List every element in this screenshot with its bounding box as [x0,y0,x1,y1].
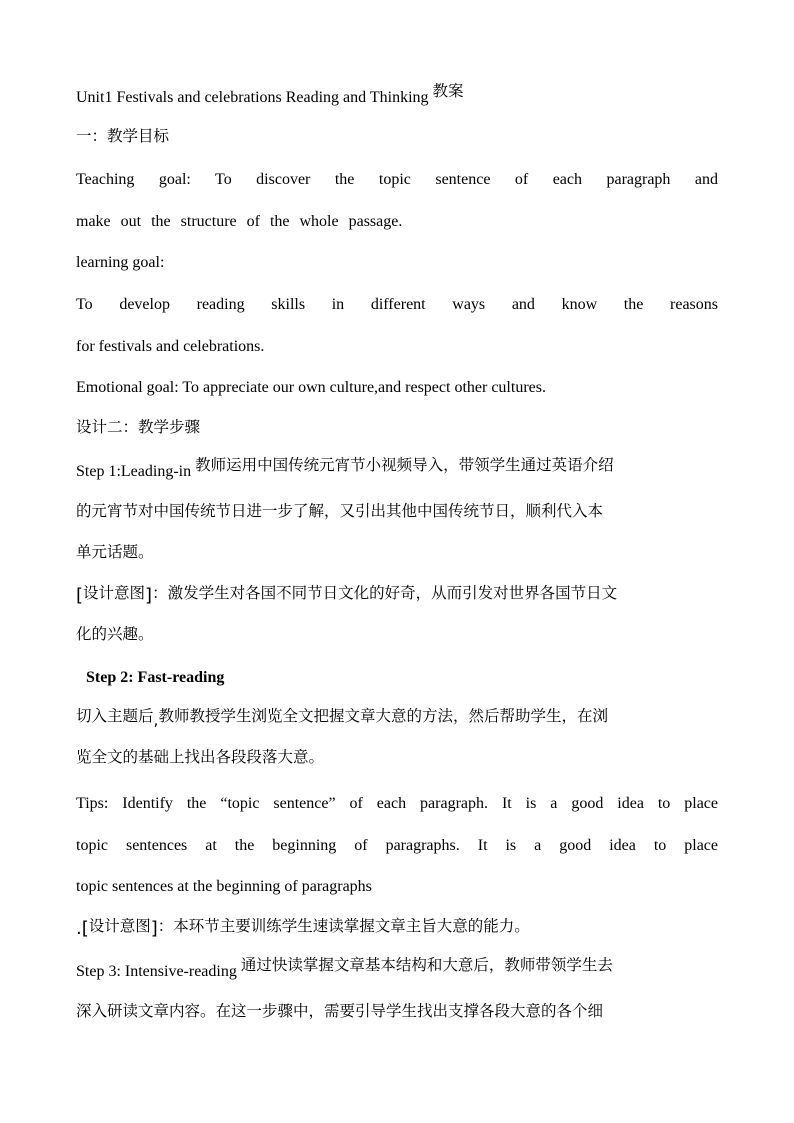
step-2-text-line-2: 览全文的基础上找出各段段落大意。 [76,748,325,766]
step-1-text-1: 教师运用中国传统元宵节小视频导入，带领学生通过英语介绍 [195,456,614,474]
design-intent-open-bracket: [ [76,585,84,606]
step-2-design-intent [76,915,718,937]
design-intent-label-2: 设计意图 [88,917,151,935]
emotional-goal: Emotional goal: To appreciate our own culture,and respect other cultures. [76,379,546,396]
design-intent-close-bracket-2: ] [150,918,158,939]
design-intent-label: 设计意图 [83,584,146,602]
section-heading-objectives: 一：教学目标 [76,127,170,145]
step-2-comma: , [153,711,159,729]
document-title [76,82,718,109]
design-intent-prefix: .[ [76,918,89,939]
design-intent-close-bracket: ] [145,585,153,606]
step-3-text-2: 深入研读文章内容。在这一步骤中，需要引导学生找出支撑各段大意的各个细 [76,1002,604,1020]
step-2-text-line-1 [76,705,718,727]
section-heading-steps: 设计二：教学步骤 [76,418,201,436]
learning-goal-label: learning goal: [76,254,165,271]
step-1-design-intent-line-1 [76,582,718,604]
step-3-paragraph-line-1 [76,956,718,983]
step-1-text-3: 单元话题。 [76,543,154,561]
design-intent-text-2: ：本环节主要训练学生速读掌握文章主旨大意的能力。 [157,917,530,935]
step-1-text-2: 的元宵节对中国传统节日进一步了解，又引出其他中国传统节日，顺利代入本 [76,502,604,520]
step-3-text-1: 通过快读掌握文章基本结构和大意后，教师带领学生去 [240,956,613,974]
step-1-label: Step 1:Leading-in [76,463,192,480]
title-chinese: 教案 [432,82,464,100]
step-2-text-1a: 切入主题后 [76,707,154,725]
learning-goal-line-2: for festivals and celebrations. [76,338,265,355]
design-intent-text-1: ：激发学生对各国不同节日文化的好奇，从而引发对世界各国节日文 [152,584,618,602]
teaching-goal-line-1: Teaching goal: To discover the topic sentence of each paragraph and [76,171,718,188]
teaching-goal-line-2: make out the structure of the whole passage. [76,213,403,230]
learning-goal-line-1: To develop reading skills in different ways and know the reasons [76,296,718,313]
tips-line-1: Tips: Identify the “topic sentence” of each paragraph. It is a good idea to place [76,795,718,812]
tips-line-3: topic sentences at the beginning of paragraphs [76,878,372,895]
step-1-design-intent-line-2: 化的兴趣。 [76,625,154,643]
title-english: Unit1 Festivals and celebrations Reading and Thinking [76,89,429,106]
step-1-paragraph-line-1 [76,456,718,483]
tips-line-2: topic sentences at the beginning of paragraphs. It is a good idea to place [76,837,718,854]
step-2-text-1b: 教师教授学生浏览全文把握文章大意的方法，然后帮助学生，在浏 [158,707,608,725]
step-2-label: Step 2: Fast-reading [86,669,225,686]
step-3-label: Step 3: Intensive-reading [76,963,237,980]
